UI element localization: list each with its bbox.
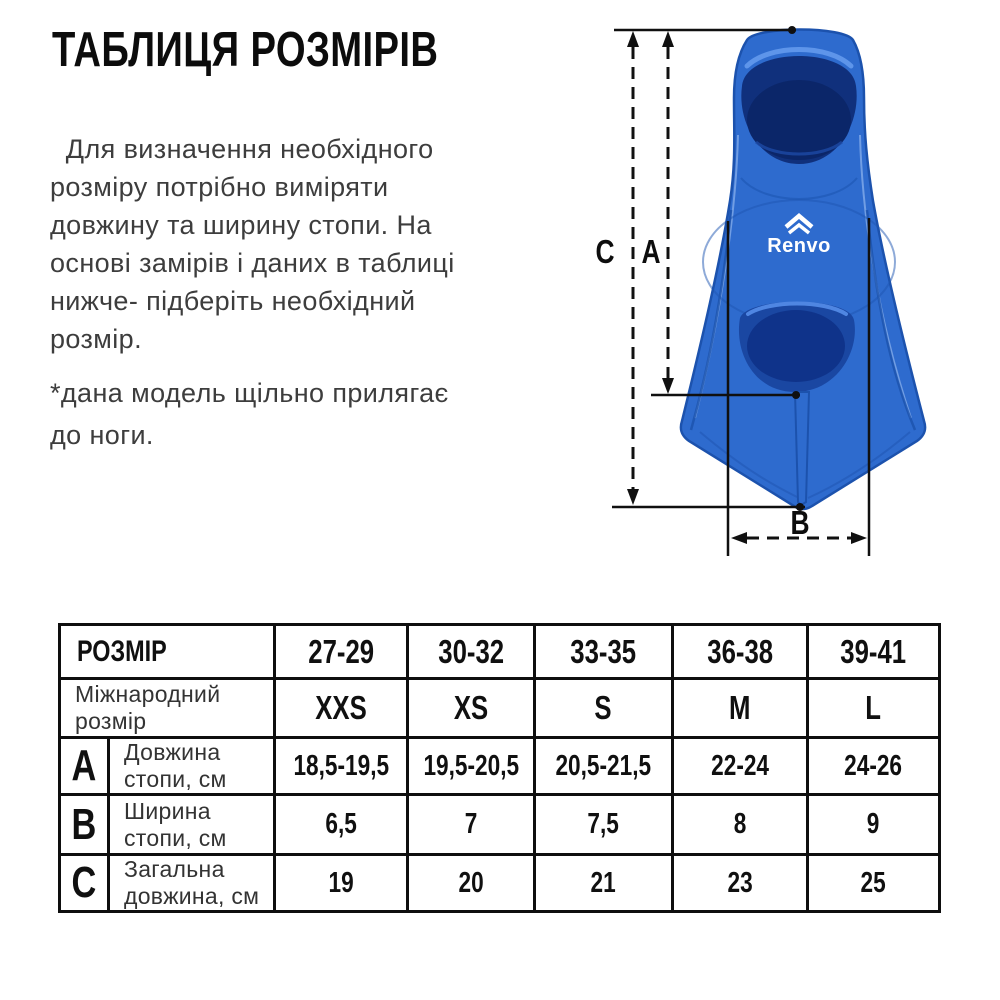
bottom-reference-line bbox=[612, 503, 805, 511]
value-cell bbox=[535, 738, 673, 795]
size-table bbox=[58, 623, 941, 913]
brand-text: Renvo bbox=[767, 235, 831, 257]
size-value: 39-41 bbox=[840, 632, 907, 670]
value-cell bbox=[673, 855, 808, 912]
value-cell bbox=[275, 738, 408, 795]
size-row-header: РОЗМІР bbox=[77, 634, 167, 668]
intro-line: нижче- підберіть необхідний bbox=[50, 286, 416, 316]
size-header-row bbox=[60, 625, 940, 679]
intl-row-header-cell bbox=[60, 679, 275, 738]
row-letter-cell bbox=[60, 855, 109, 912]
value-cell bbox=[673, 795, 808, 855]
note-line: *дана модель щільно прилягає bbox=[50, 378, 449, 408]
intro-line: довжину та ширину стопи. На bbox=[50, 210, 432, 240]
cell-value: 23 bbox=[727, 866, 753, 899]
cell-value: 7,5 bbox=[587, 808, 620, 840]
fin-illustration bbox=[681, 30, 925, 510]
size-cell bbox=[275, 625, 408, 679]
row-label-cell bbox=[109, 855, 275, 912]
value-cell bbox=[808, 855, 940, 912]
row-letter-cell bbox=[60, 795, 109, 855]
measurement-label-c: C bbox=[595, 233, 615, 270]
intl-size-cell bbox=[808, 679, 940, 738]
cell-value: 19 bbox=[328, 866, 354, 899]
intl-size-value: S bbox=[594, 689, 613, 726]
intl-size-cell bbox=[673, 679, 808, 738]
cell-value: 19,5-20,5 bbox=[423, 749, 519, 782]
intl-size-value: XS bbox=[453, 689, 489, 726]
value-cell bbox=[808, 795, 940, 855]
cell-value: 18,5-19,5 bbox=[293, 749, 389, 782]
center-rib bbox=[795, 392, 809, 505]
row-label: Ширина стопи, см bbox=[124, 797, 227, 851]
intl-size-cell bbox=[408, 679, 535, 738]
cell-value: 20,5-21,5 bbox=[555, 749, 652, 782]
size-cell bbox=[673, 625, 808, 679]
value-cell bbox=[275, 795, 408, 855]
row-letter-cell bbox=[60, 738, 109, 795]
value-cell bbox=[408, 738, 535, 795]
value-cell bbox=[408, 855, 535, 912]
size-cell bbox=[408, 625, 535, 679]
measurement-label-b: B bbox=[790, 504, 810, 541]
intro-line: Для визначення необхідного bbox=[50, 134, 434, 164]
value-cell bbox=[673, 738, 808, 795]
value-cell bbox=[535, 795, 673, 855]
size-value: 36-38 bbox=[707, 632, 773, 670]
intl-size-row bbox=[60, 679, 940, 738]
cell-value: 6,5 bbox=[325, 808, 357, 840]
cell-value: 25 bbox=[860, 866, 887, 899]
size-cell bbox=[808, 625, 940, 679]
value-cell bbox=[275, 855, 408, 912]
cell-value: 8 bbox=[733, 808, 747, 840]
cell-value: 24-26 bbox=[844, 749, 903, 782]
value-cell bbox=[535, 855, 673, 912]
note-line: до ноги. bbox=[50, 420, 154, 450]
page-title: ТАБЛИЦЯ РОЗМІРІВ bbox=[52, 23, 439, 77]
table-row-total-length bbox=[60, 855, 940, 912]
row-label: Загальна довжина, см bbox=[124, 856, 260, 909]
row-label-cell bbox=[109, 738, 275, 795]
value-cell bbox=[808, 738, 940, 795]
size-cell bbox=[535, 625, 673, 679]
cell-value: 21 bbox=[590, 866, 617, 899]
size-value: 27-29 bbox=[308, 632, 374, 670]
size-value: 33-35 bbox=[570, 632, 637, 670]
table-row-foot-length bbox=[60, 738, 940, 795]
intl-size-cell bbox=[275, 679, 408, 738]
table-row-foot-width bbox=[60, 795, 940, 855]
cell-value: 9 bbox=[867, 808, 880, 840]
intl-size-value: L bbox=[865, 689, 882, 726]
row-letter: B bbox=[71, 799, 97, 849]
intro-line: основі замірів і даних в таблиці bbox=[50, 248, 455, 278]
intl-size-cell bbox=[535, 679, 673, 738]
fit-note bbox=[50, 372, 570, 456]
intro-line: розмір. bbox=[50, 324, 142, 354]
cell-value: 7 bbox=[464, 808, 478, 840]
intl-size-value: XXS bbox=[315, 689, 367, 726]
row-label-cell bbox=[109, 795, 275, 855]
intl-row-header: Міжнародний розмір bbox=[75, 681, 221, 734]
size-row-header-cell bbox=[60, 625, 275, 679]
value-cell bbox=[408, 795, 535, 855]
cell-value: 22-24 bbox=[711, 749, 769, 782]
cell-value: 20 bbox=[458, 866, 484, 899]
row-letter: C bbox=[71, 858, 97, 907]
intro-paragraph bbox=[50, 130, 570, 358]
intro-line: розміру потрібно виміряти bbox=[50, 172, 389, 202]
row-letter: A bbox=[71, 741, 97, 790]
size-value: 30-32 bbox=[438, 632, 504, 670]
measurement-label-a: A bbox=[641, 233, 661, 270]
row-label: Довжина стопи, см bbox=[124, 739, 227, 792]
intl-size-value: M bbox=[729, 689, 751, 726]
heel-opening bbox=[747, 310, 845, 382]
